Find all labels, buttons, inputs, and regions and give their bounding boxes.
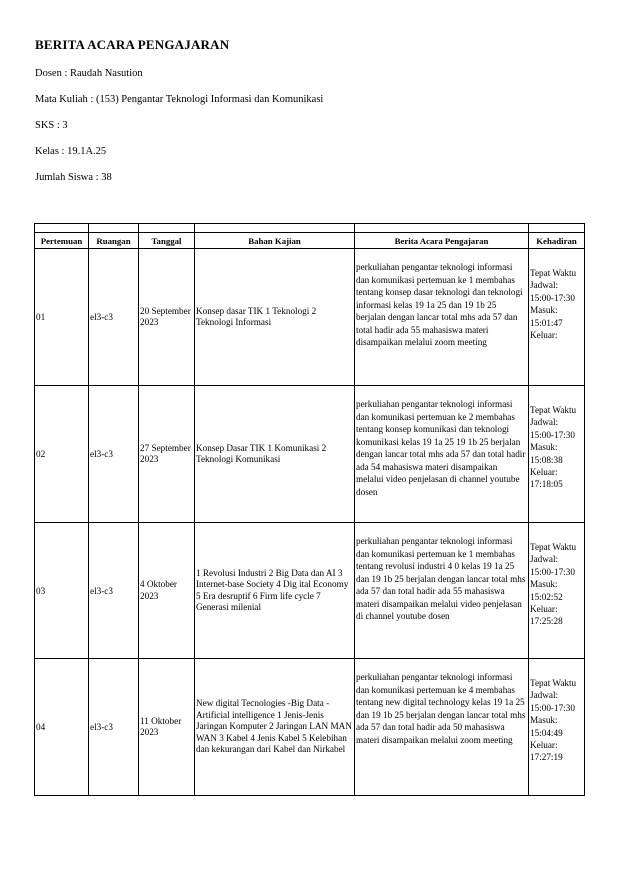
dosen-line: Dosen : Raudah Nasution xyxy=(35,68,143,79)
cell-berita-acara: perkuliahan pengantar teknologi informasi dan komunikasi pertemuan ke 1 membahas tentang revolusi industri 4 0 kelas 19 1a 25 dan 19 1b 25 berjalan dengan lancar total mhs ada 57 dan total hadir ada 55 mahasiswa materi disampaikan melalui video penjelasan di channel youtube dosen xyxy=(355,523,529,659)
header-tanggal: Tanggal xyxy=(139,233,195,249)
table-row xyxy=(35,523,585,659)
cell-tanggal: 20 September 2023 xyxy=(139,249,195,386)
cell-kehadiran: Tepat Waktu Jadwal: 15:00-17:30 Masuk: 15:02:52 Keluar: 17:25:28 xyxy=(529,523,585,659)
cell-ruangan: el3-c3 xyxy=(89,386,139,523)
attendance-table xyxy=(34,223,585,796)
cell-kehadiran: Tepat Waktu Jadwal: 15:00-17:30 Masuk: 15:08:38 Keluar: 17:18:05 xyxy=(529,386,585,523)
cell-pertemuan: 03 xyxy=(35,523,89,659)
cell-bahan-kajian: Konsep dasar TIK 1 Teknologi 2 Teknologi Informasi xyxy=(195,249,355,386)
cell-berita-acara: perkuliahan pengantar teknologi informasi dan komunikasi pertemuan ke 1 membahas tentang konsep dasar teknologi dan teknologi informasi kelas 19 1a 25 dan 19 1b 25 berjalan dengan lancar total mhs ada 57 dan total hadir ada 55 mahasiswa materi disampaikan melalui zoom meeting xyxy=(355,249,529,386)
cell-bahan-kajian: 1 Revolusi Industri 2 Big Data dan AI 3 Internet-base Society 4 Dig ital Economy 5 Era desruptif 6 Firm life cycle 7 Generasi milenial xyxy=(195,523,355,659)
table-row xyxy=(35,386,585,523)
page-title: BERITA ACARA PENGAJARAN xyxy=(35,37,230,52)
cell-ruangan: el3-c3 xyxy=(89,249,139,386)
kelas-line: Kelas : 19.1A.25 xyxy=(35,146,107,157)
sks-line: SKS : 3 xyxy=(35,120,68,131)
table-header-row xyxy=(35,233,585,249)
cell-berita-acara: perkuliahan pengantar teknologi informasi dan komunikasi pertemuan ke 2 membahas tentang konsep komunikasi dan teknologi komunikasi kelas 19 1a 25 19 1b 25 berjalan dengan lancar total mhs ada 57 dan total hadir ada 54 mahasiswa materi disampaikan melalui video penjelasan di channel youtube dosen xyxy=(355,386,529,523)
cell-kehadiran: Tepat Waktu Jadwal: 15:00-17:30 Masuk: 15:01:47 Keluar: xyxy=(529,249,585,386)
cell-pertemuan: 02 xyxy=(35,386,89,523)
cell-pertemuan: 01 xyxy=(35,249,89,386)
header-pertemuan: Pertemuan xyxy=(35,233,89,249)
cell-tanggal: 27 September 2023 xyxy=(139,386,195,523)
cell-kehadiran: Tepat Waktu Jadwal: 15:00-17:30 Masuk: 15:04:49 Keluar: 17:27:19 xyxy=(529,659,585,796)
table-row xyxy=(35,249,585,386)
cell-pertemuan: 04 xyxy=(35,659,89,796)
cell-tanggal: 4 Oktober 2023 xyxy=(139,523,195,659)
header-berita-acara: Berita Acara Pengajaran xyxy=(355,233,529,249)
table-row xyxy=(35,659,585,796)
mata-kuliah-line: Mata Kuliah : (153) Pengantar Teknologi Informasi dan Komunikasi xyxy=(35,94,324,105)
header-kehadiran: Kehadiran xyxy=(529,233,585,249)
jumlah-siswa-line: Jumlah Siswa : 38 xyxy=(35,172,112,183)
header-bahan-kajian: Bahan Kajian xyxy=(195,233,355,249)
cell-ruangan: el3-c3 xyxy=(89,523,139,659)
cell-bahan-kajian: New digital Tecnologies -Big Data -Artificial intelligence 1 Jenis-Jenis Jaringan Komputer 2 Jaringan LAN MAN WAN 3 Kabel 4 Jenis Kabel 5 Kelebihan dan kekurangan dari Kabel dan Nirkabel xyxy=(195,659,355,796)
cell-ruangan: el3-c3 xyxy=(89,659,139,796)
cell-bahan-kajian: Konsep Dasar TIK 1 Komunikasi 2 Teknologi Komunikasi xyxy=(195,386,355,523)
table-top-spacer xyxy=(35,224,585,233)
cell-berita-acara: perkuliahan pengantar teknologi informasi dan komunikasi pertemuan ke 4 membahas tentang new digital technology kelas 19 1a 25 dan 19 1b 25 berjalan dengan lancar total mhs ada 57 dan total hadir ada 50 mahasiswa materi disampaikan melalui zoom meeting xyxy=(355,659,529,796)
header-ruangan: Ruangan xyxy=(89,233,139,249)
cell-tanggal: 11 Oktober 2023 xyxy=(139,659,195,796)
